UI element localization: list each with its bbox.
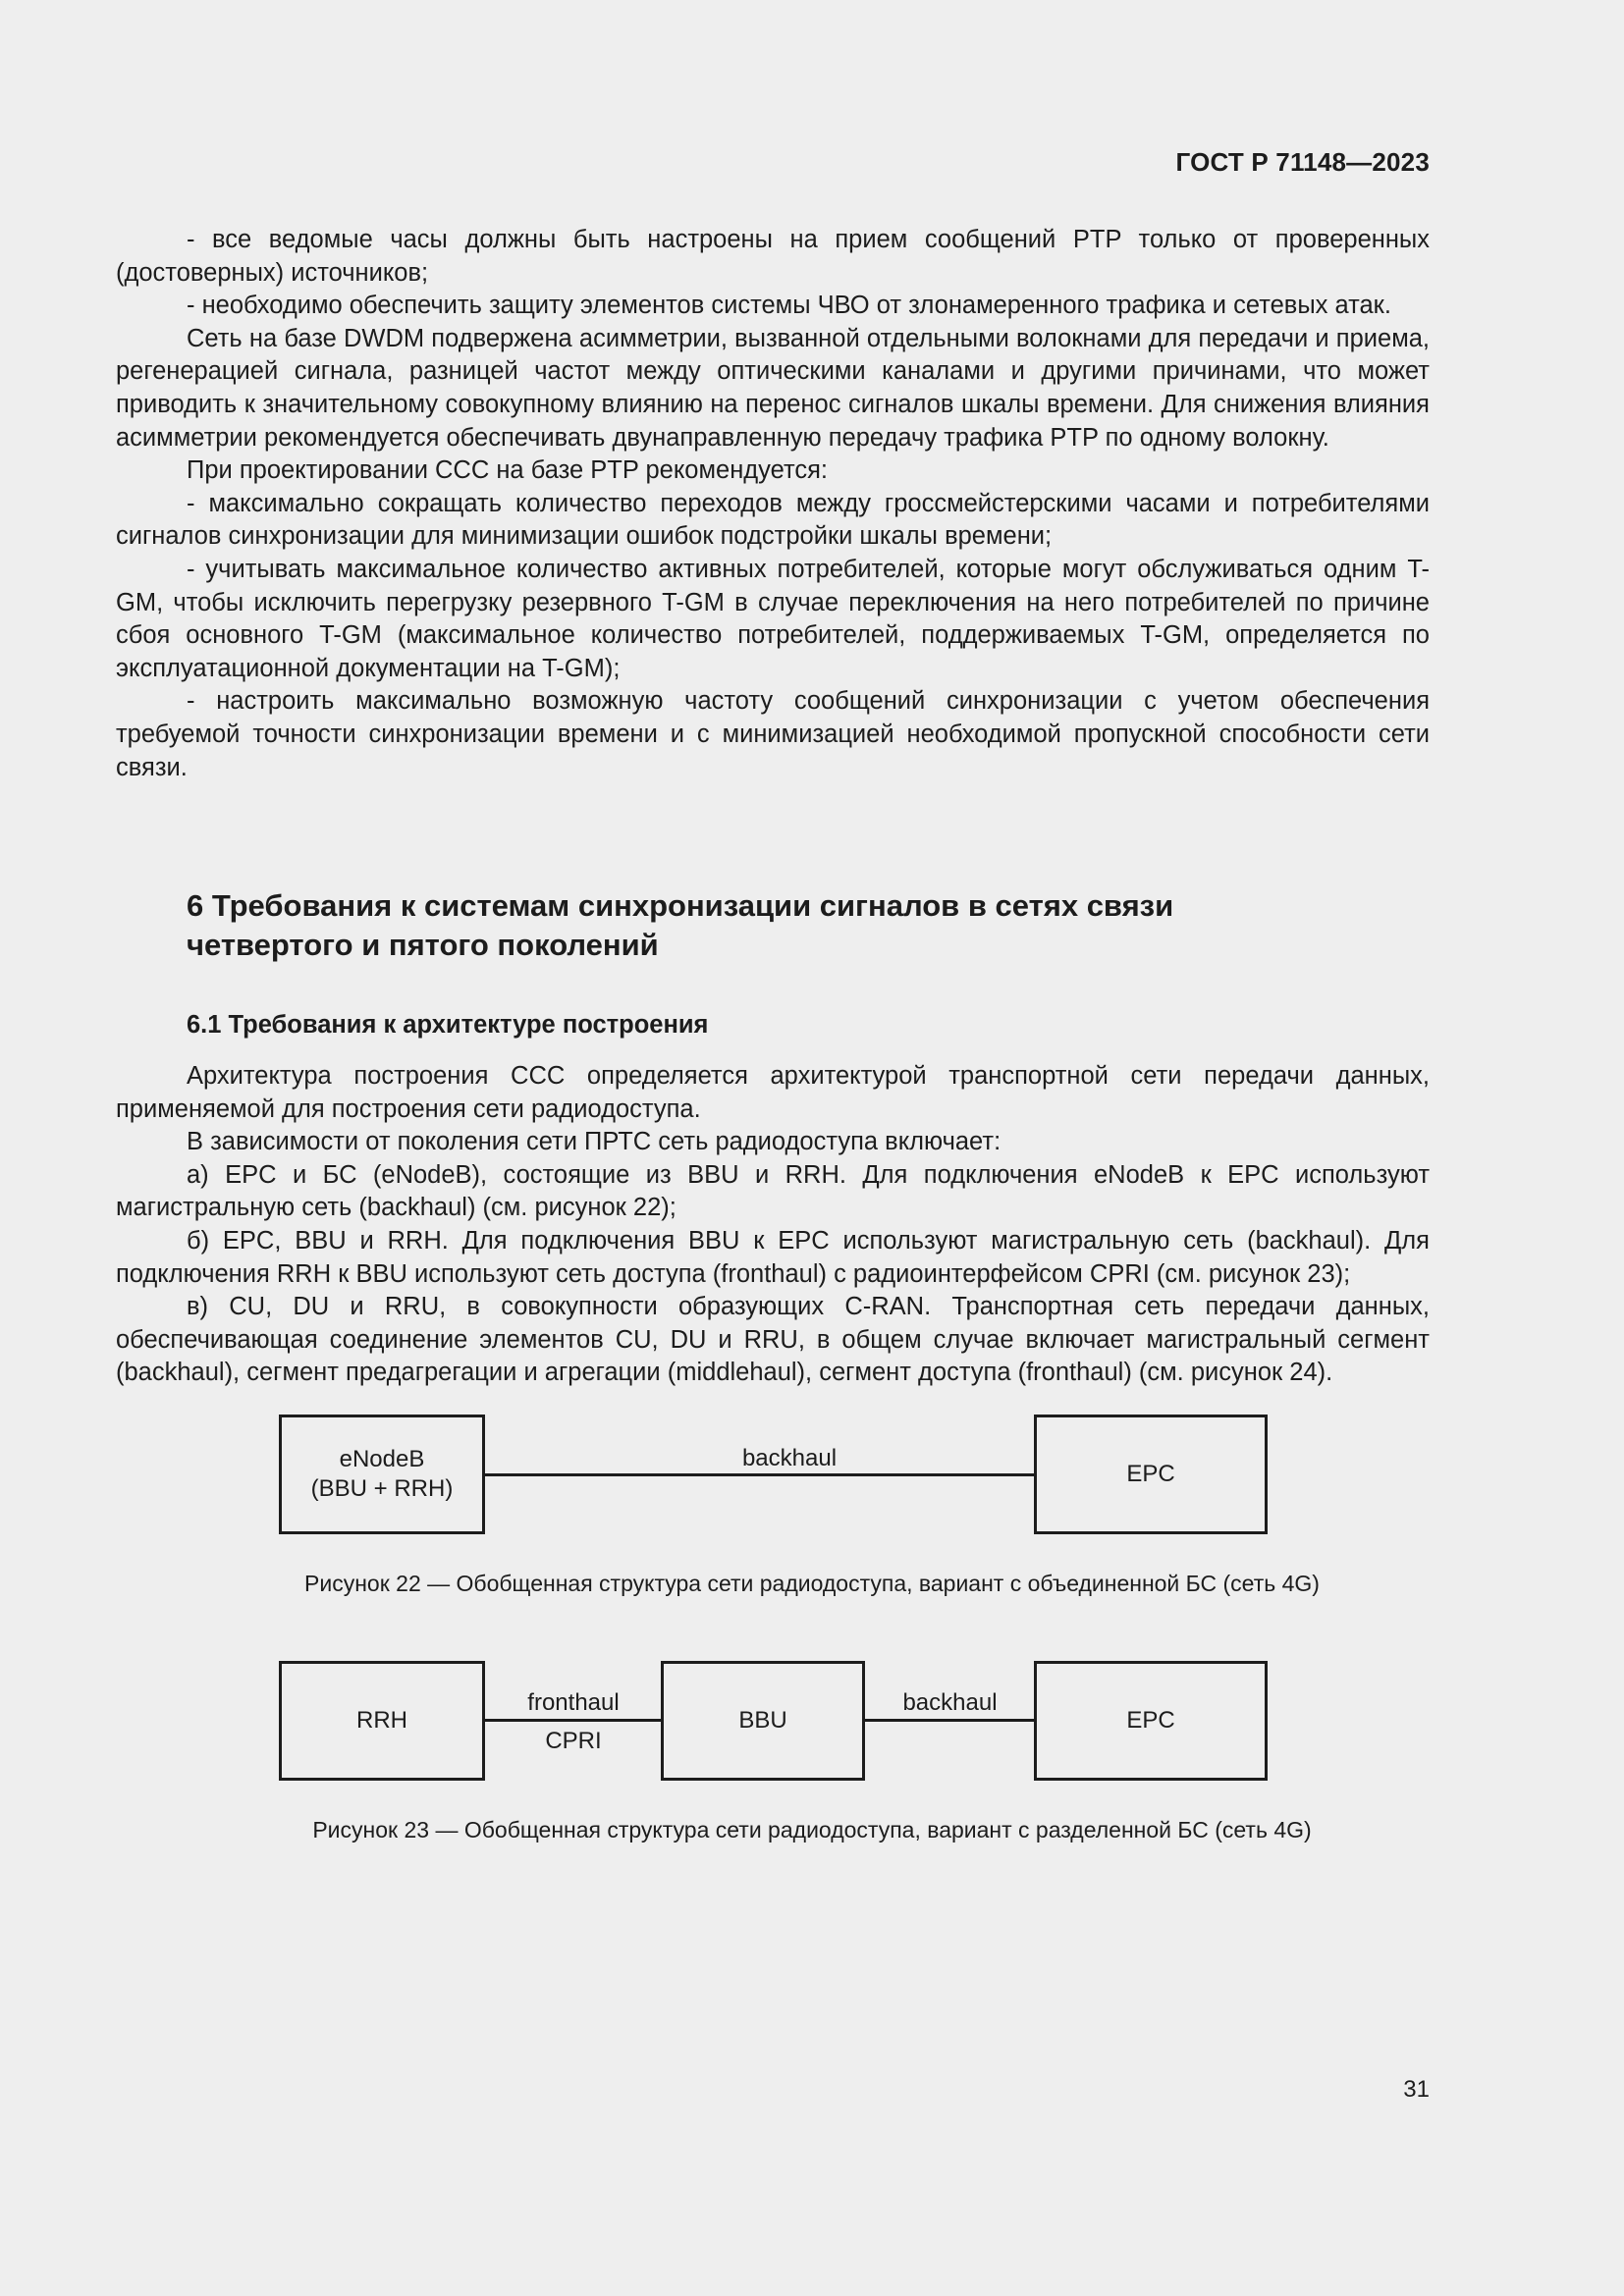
enodeb-sublabel: (BBU + RRH) xyxy=(310,1475,454,1502)
subsection-title: 6.1 Требования к архитектуре построения xyxy=(187,1011,709,1039)
figure-22-caption: Рисунок 22 — Обобщенная структура сети радиодоступа, вариант с объединенной БС (сеть 4G) xyxy=(304,1571,1320,1596)
backhaul-label: backhaul xyxy=(741,1445,838,1471)
paragraph: - учитывать максимальное количество активных потребителей, которые могут обслуживаться одним T-GM, чтобы исключить перегрузку резервного T-GM в случае переключения на него потребителей по причине сбоя основного T-GM (максимальное количество потребителей, поддерживаемых T-GM, определяется по эксплуатационной документации на T-GM); xyxy=(116,555,1430,682)
epc-label: EPC xyxy=(1126,1461,1175,1487)
backhaul-link-2 xyxy=(865,1719,1035,1722)
paragraph: б) EPC, BBU и RRH. Для подключения BBU к EPC используют магистральную сеть (backhaul). Для подключения RRH к BBU используют сеть доступа (fronthaul) с радиоинтерфейсом CPRI (см. рисунок 23); xyxy=(116,1226,1430,1288)
backhaul-label-2: backhaul xyxy=(902,1689,998,1716)
paragraph: Архитектура построения ССС определяется архитектурой транспортной сети передачи данных, применяемой для построения сети радиодоступа. xyxy=(116,1062,1430,1123)
figure-23-caption: Рисунок 23 — Обобщенная структура сети радиодоступа, вариант с разделенной БС (сеть 4G) xyxy=(312,1817,1312,1842)
enodeb-label: eNodeB xyxy=(339,1446,425,1472)
fronthaul-link xyxy=(485,1719,662,1722)
paragraph: - все ведомые часы должны быть настроены на прием сообщений PTP только от проверенных (достоверных) источников; xyxy=(116,226,1430,287)
section-title: 6 Требования к системам синхронизации сигналов в сетях связи четвертого и пятого поколений xyxy=(187,888,1174,962)
epc-box-2 xyxy=(1034,1661,1268,1781)
page-number: 31 xyxy=(1403,2076,1430,2103)
fronthaul-label: fronthaul xyxy=(527,1689,620,1716)
paragraph: - настроить максимально возможную частоту сообщений синхронизации с учетом обеспечения требуемой точности синхронизации времени и с минимизацией необходимой пропускной способности сети связи. xyxy=(116,687,1430,781)
epc-box xyxy=(1034,1415,1268,1534)
bbu-box xyxy=(661,1661,865,1781)
paragraph: При проектировании ССС на базе PTP рекомендуется: xyxy=(187,456,829,485)
enodeb-box xyxy=(279,1415,485,1534)
paragraph: а) EPC и БС (eNodeB), состоящие из BBU и RRH. Для подключения eNodeB к EPC используют магистральную сеть (backhaul) (см. рисунок 22); xyxy=(116,1160,1430,1222)
paragraph: Сеть на базе DWDM подвержена асимметрии, вызванной отдельными волокнами для передачи и приема, регенерацией сигнала, разницей частот между оптическими каналами и другими причинами, что может приводить к значительному совокупному влиянию на перенос сигналов шкалы времени. Для снижения влияния асимметрии рекомендуется обеспечивать двунаправленную передачу трафика PTP по одному волокну. xyxy=(116,324,1430,452)
bbu-label: BBU xyxy=(738,1707,787,1734)
paragraph: В зависимости от поколения сети ПРТС сеть радиодоступа включает: xyxy=(187,1128,1001,1156)
top-text-block xyxy=(116,224,1430,784)
backhaul-link xyxy=(485,1473,1035,1476)
document-code: ГОСТ Р 71148—2023 xyxy=(1175,147,1430,177)
paragraph: в) CU, DU и RRU, в совокупности образующих C-RAN. Транспортная сеть передачи данных, обеспечивающая соединение элементов CU, DU и RRU, в общем случае включает магистральный сегмент (backhaul), сегмент предагрегации и агрегации (middlehaul), сегмент доступа (fronthaul) (см. рисунок 24). xyxy=(116,1293,1430,1387)
bottom-text-block xyxy=(116,1060,1430,1390)
rrh-label: RRH xyxy=(356,1707,407,1734)
cpri-label: CPRI xyxy=(545,1728,602,1754)
paragraph: - максимально сокращать количество переходов между гроссмейстерскими часами и потребителями сигналов синхронизации для минимизации ошибок подстройки шкалы времени; xyxy=(116,489,1430,551)
epc-label-2: EPC xyxy=(1126,1707,1175,1734)
rrh-box xyxy=(279,1661,485,1781)
paragraph: - необходимо обеспечить защиту элементов системы ЧВО от злонамеренного трафика и сетевых атак. xyxy=(187,292,1391,320)
